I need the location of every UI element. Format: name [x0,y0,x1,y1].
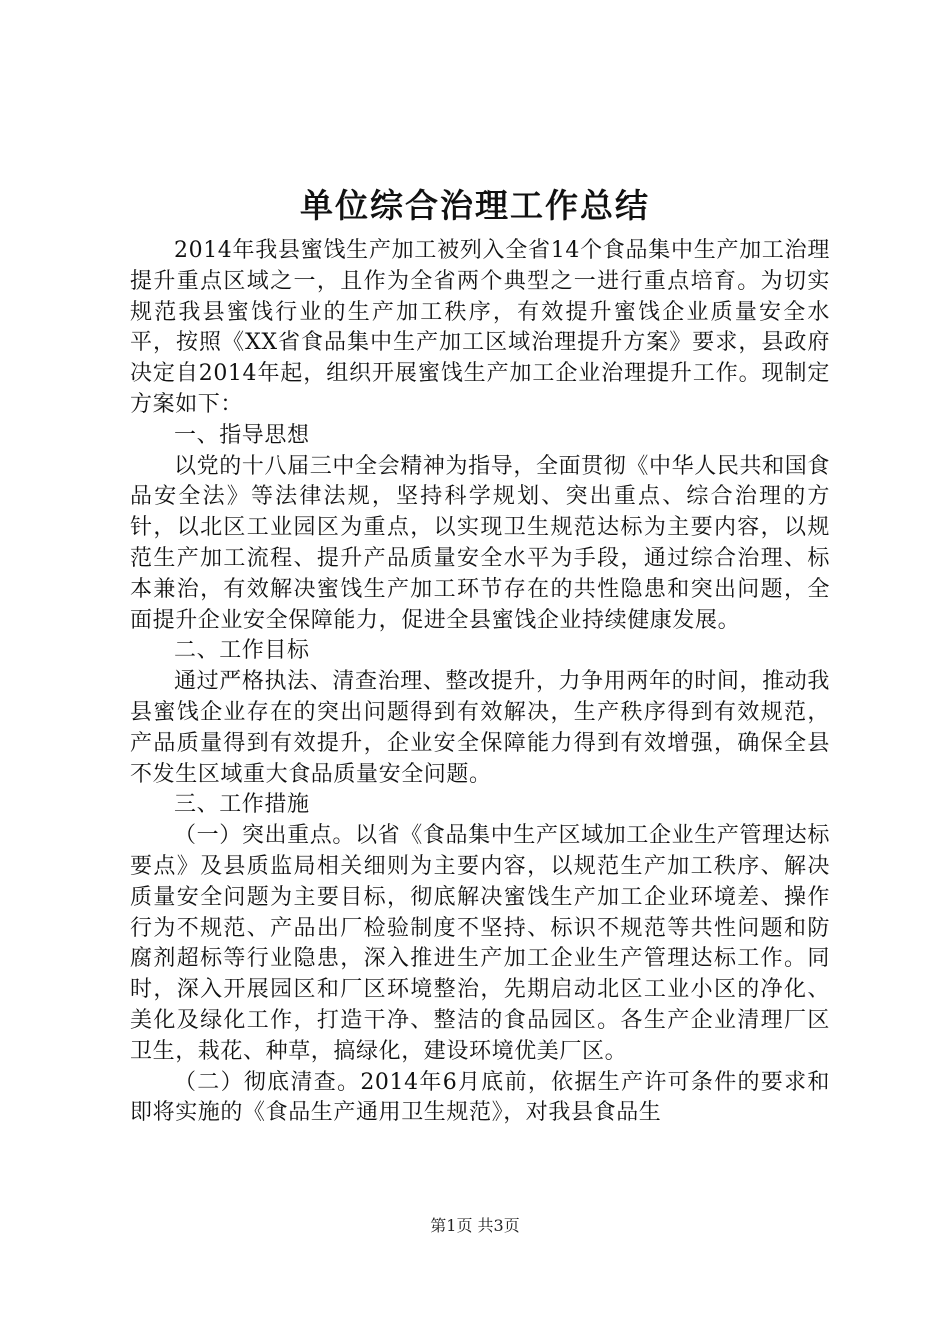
paragraph-guiding-ideology: 以党的十八届三中全会精神为指导，全面贯彻《中华人民共和国食品安全法》等法律法规，坚持科学规划、突出重点、综合治理的方针，以北区工业园区为重点，以实现卫生规范达标为主要内容，以规范生产加工流程、提升产品质量安全水平为手段，通过综合治理、标本兼治，有效解决蜜饯生产加工环节存在的共性隐患和突出问题，全面提升企业安全保障能力，促进全县蜜饯企业持续健康发展。 [130,453,830,633]
document-body [130,236,830,1129]
page-number-footer: 第1页 共3页 [430,1216,520,1235]
document-title: 单位综合治理工作总结 [300,186,650,225]
paragraph-measure-2: （二）彻底清查。2014年6月底前，依据生产许可条件的要求和即将实施的《食品生产通用卫生规范》，对我县食品生 [130,1069,830,1126]
paragraph-work-goals: 通过严格执法、清查治理、整改提升，力争用两年的时间，推动我县蜜饯企业存在的突出问题得到有效解决，生产秩序得到有效规范，产品质量得到有效提升，企业安全保障能力得到有效增强，确保全县不发生区域重大食品质量安全问题。 [130,669,830,787]
section-heading-work-goals: 二、工作目标 [174,638,310,664]
section-heading-guiding-ideology: 一、指导思想 [174,422,310,448]
paragraph-intro: 2014年我县蜜饯生产加工被列入全省14个食品集中生产加工治理提升重点区域之一，且作为全省两个典型之一进行重点培育。为切实规范我县蜜饯行业的生产加工秩序，有效提升蜜饯企业质量安全水平，按照《XX省食品集中生产加工区域治理提升方案》要求，县政府决定自2014年起，组织开展蜜饯生产加工企业治理提升工作。现制定方案如下： [130,238,830,417]
paragraph-measure-1: （一）突出重点。以省《食品集中生产区域加工企业生产管理达标要点》及县质监局相关细则为主要内容，以规范生产加工秩序、解决质量安全问题为主要目标，彻底解决蜜饯生产加工企业环境差、操作行为不规范、产品出厂检验制度不坚持、标识不规范等共性问题和防腐剂超标等行业隐患，深入推进生产加工企业生产管理达标工作。同时，深入开展园区和厂区环境整治，先期启动北区工业小区的净化、美化及绿化工作，打造干净、整洁的食品园区。各生产企业清理厂区卫生，栽花、种草，搞绿化，建设环境优美厂区。 [130,823,830,1064]
section-heading-work-measures: 三、工作措施 [174,792,310,818]
